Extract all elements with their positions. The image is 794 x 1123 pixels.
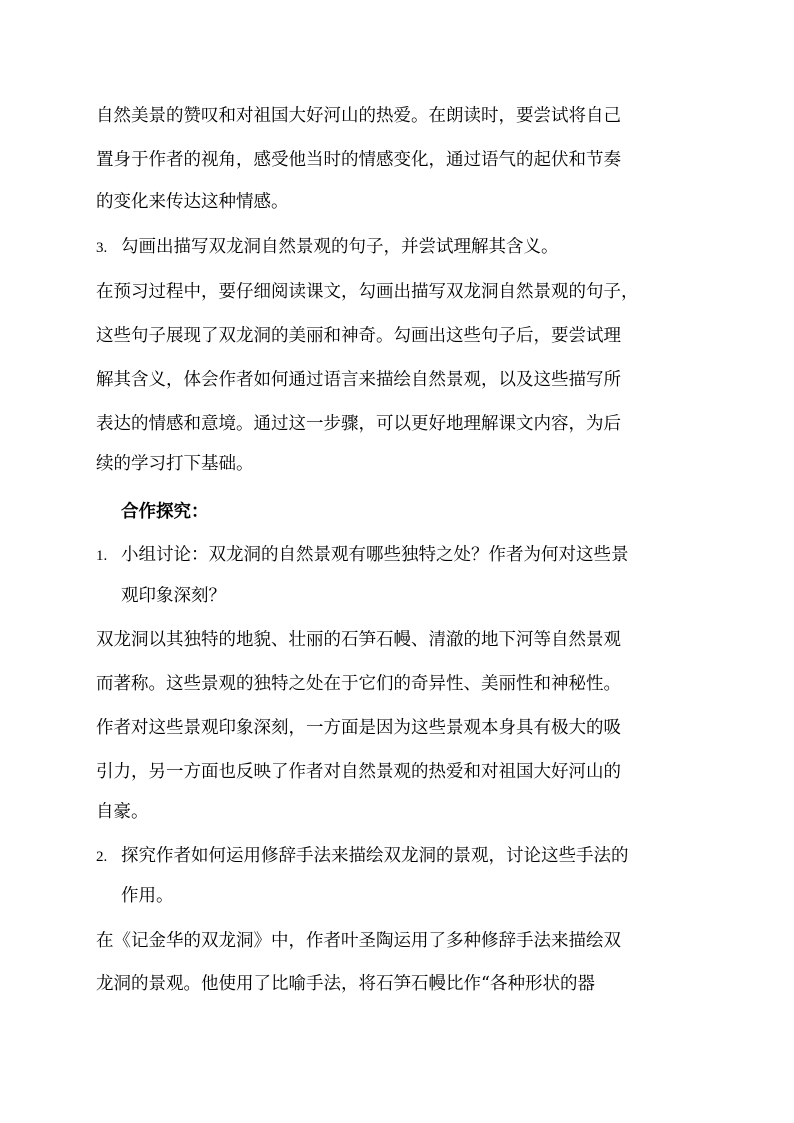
list-marker: 2. bbox=[96, 849, 108, 865]
list-item-2 bbox=[96, 844, 629, 869]
paragraph-line: 而著称。这些景观的独特之处在于它们的奇异性、美丽性和神秘性。 bbox=[96, 674, 621, 694]
list-item-3 bbox=[96, 235, 559, 260]
list-item-continuation: 作用。 bbox=[121, 886, 174, 906]
list-item-continuation: 观印象深刻？ bbox=[121, 586, 226, 606]
paragraph-line: 作者对这些景观印象深刻，一方面是因为这些景观本身具有极大的吸 bbox=[96, 718, 621, 738]
paragraph-line: 自然美景的赞叹和对祖国大好河山的热爱。在朗读时，要尝试将自己 bbox=[96, 106, 621, 126]
paragraph-line: 表达的情感和意境。通过这一步骤，可以更好地理解课文内容，为后 bbox=[96, 414, 621, 434]
paragraph-line: 这些句子展现了双龙洞的美丽和神奇。勾画出这些句子后，要尝试理 bbox=[96, 326, 621, 346]
paragraph-line: 解其含义，体会作者如何通过语言来描绘自然景观，以及这些描写所 bbox=[96, 370, 621, 390]
section-heading: 合作探究： bbox=[121, 502, 209, 522]
paragraph-line: 置身于作者的视角，感受他当时的情感变化，通过语气的起伏和节奏 bbox=[96, 150, 621, 170]
paragraph-line: 在《记金华的双龙洞》中，作者叶圣陶运用了多种修辞手法来描绘双 bbox=[96, 931, 621, 951]
paragraph-line: 自豪。 bbox=[96, 802, 149, 822]
list-item-text: 探究作者如何运用修辞手法来描绘双龙洞的景观，讨论这些手法的 bbox=[121, 846, 629, 866]
paragraph-line: 续的学习打下基础。 bbox=[96, 454, 254, 474]
list-marker: 3. bbox=[96, 240, 108, 256]
list-marker: 1. bbox=[96, 548, 108, 564]
paragraph-line: 引力，另一方面也反映了作者对自然景观的热爱和对祖国大好河山的 bbox=[96, 762, 621, 782]
paragraph-line: 双龙洞以其独特的地貌、壮丽的石笋石幔、清澈的地下河等自然景观 bbox=[96, 630, 621, 650]
list-item-1 bbox=[96, 543, 629, 568]
paragraph-line: 龙洞的景观。他使用了比喻手法，将石笋石幔比作“各种形状的器 bbox=[96, 974, 595, 994]
paragraph-line: 在预习过程中，要仔细阅读课文，勾画出描写双龙洞自然景观的句子， bbox=[96, 282, 639, 302]
paragraph-line: 的变化来传达这种情感。 bbox=[96, 192, 289, 212]
list-item-text: 小组讨论：双龙洞的自然景观有哪些独特之处？作者为何对这些景 bbox=[121, 545, 629, 565]
list-item-text: 勾画出描写双龙洞自然景观的句子，并尝试理解其含义。 bbox=[121, 237, 559, 257]
